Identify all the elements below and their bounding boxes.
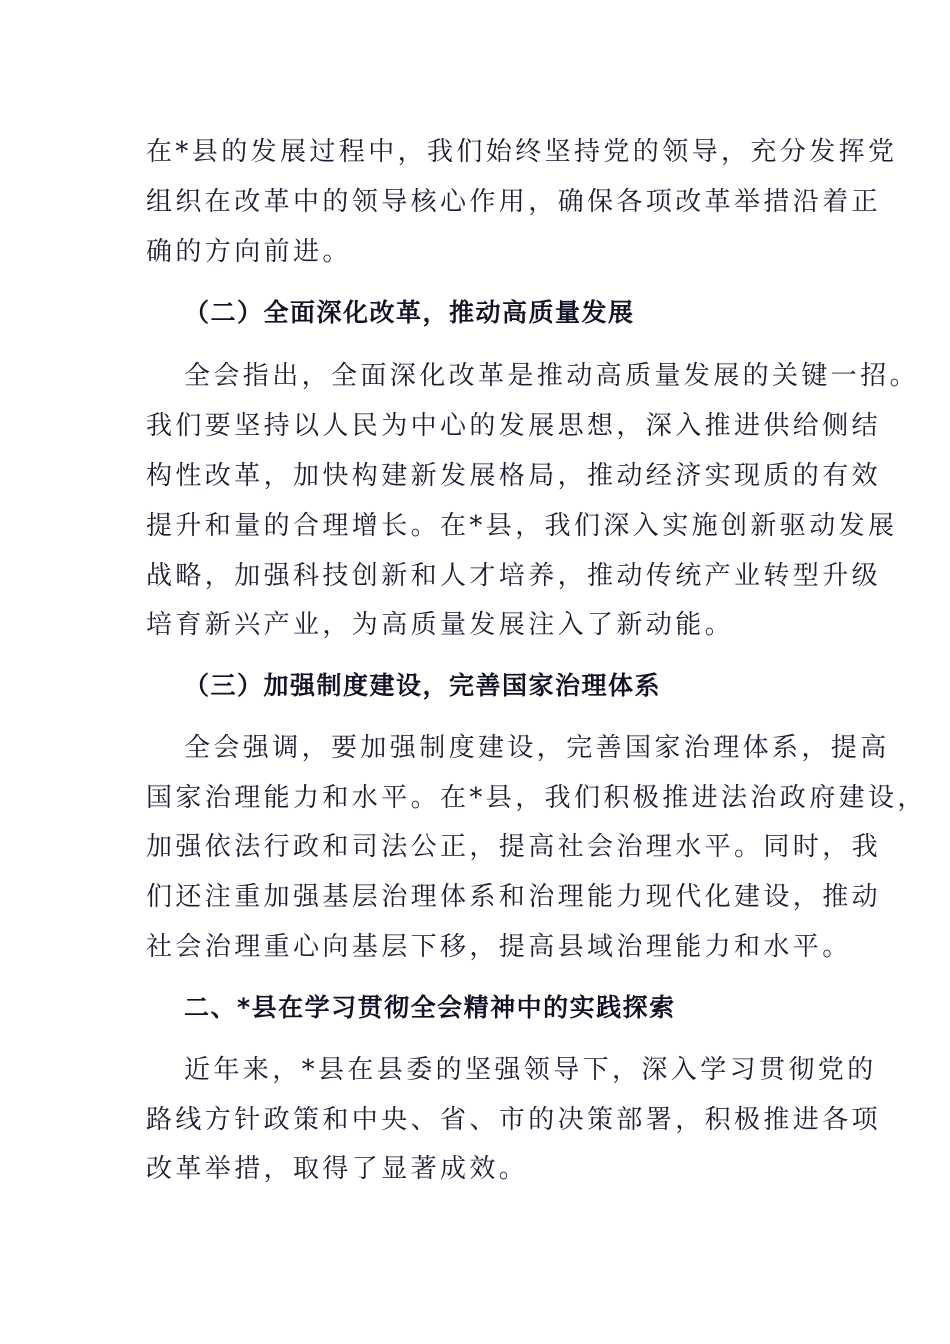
paragraph-line: 培育新兴产业，为高质量发展注入了新动能。 [146,610,735,640]
section-heading: （三）加强制度建设，完善国家治理体系 [184,671,662,700]
section-heading: 二、*县在学习贯彻全会精神中的实践探索 [184,993,676,1022]
section-heading: （二）全面深化改革，推动高质量发展 [184,298,635,327]
paragraph-line: 全会指出，全面深化改革是推动高质量发展的关键一招。 [184,361,920,391]
paragraph-line: 加强依法行政和司法公正，提高社会治理水平。同时，我 [146,832,882,862]
paragraph-line: 提升和量的合理增长。在*县，我们深入实施创新驱动发展 [146,511,898,541]
paragraph-line: 战略，加强科技创新和人才培养，推动传统产业转型升级 [146,561,882,591]
paragraph-line: 我们要坚持以人民为中心的发展思想，深入推进供给侧结 [146,411,882,441]
paragraph-line: 路线方针政策和中央、省、市的决策部署，积极推进各项 [146,1105,882,1135]
paragraph-line: 们还注重加强基层治理体系和治理能力现代化建设，推动 [146,882,882,912]
paragraph-line: 全会强调，要加强制度建设，完善国家治理体系，提高 [184,733,890,763]
paragraph-line: 构性改革，加快构建新发展格局，推动经济实现质的有效 [146,461,882,491]
paragraph-line: 确的方向前进。 [146,237,352,267]
paragraph-line: 国家治理能力和水平。在*县，我们积极推进法治政府建设， [146,783,927,813]
paragraph-line: 社会治理重心向基层下移，提高县域治理能力和水平。 [146,932,852,962]
paragraph-line: 近年来，*县在县委的坚强领导下，深入学习贯彻党的 [184,1055,877,1085]
paragraph-line: 在*县的发展过程中，我们始终坚持党的领导，充分发挥党 [146,137,898,167]
paragraph-line: 组织在改革中的领导核心作用，确保各项改革举措沿着正 [146,187,882,217]
paragraph-line: 改革举措，取得了显著成效。 [146,1154,529,1184]
